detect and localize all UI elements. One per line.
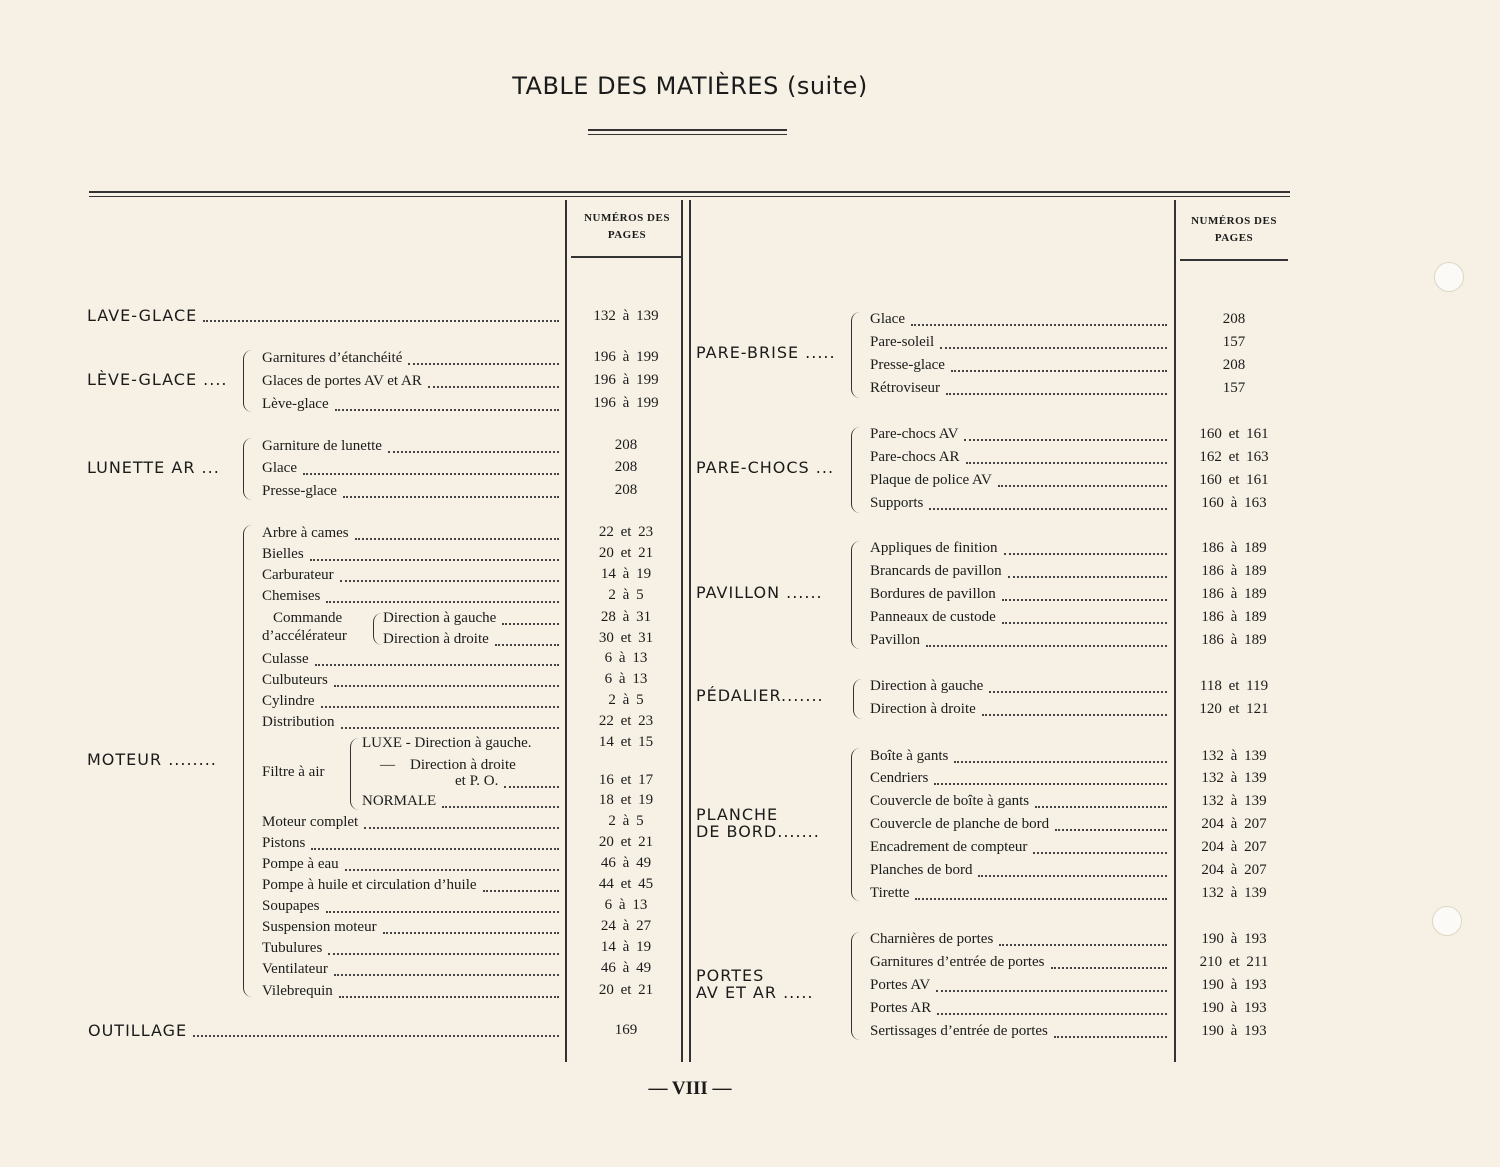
right-page-column-border [1174,200,1176,1062]
toc-entry: Direction à gauche [383,607,561,629]
toc-entry: Pare-chocs AR [870,446,1169,468]
page-ref: 186 à 189 [1201,563,1267,579]
category-moteur: MOTEUR ........ [87,750,217,769]
toc-entry: Rétroviseur [870,377,1169,399]
toc-entry: Garnitures d’étanchéité [262,347,561,369]
page-ref: 20 et 21 [598,834,654,850]
category-pare-chocs: PARE-CHOCS ... [696,458,835,477]
toc-entry: Chemises [262,585,561,607]
toc-entry: Carburateur [262,564,561,586]
toc-entry: Direction à droite [870,698,1169,720]
toc-entry: Ventilateur [262,958,561,980]
toc-entry: Panneaux de custode [870,606,1169,628]
page-ref: 46 à 49 [600,960,652,976]
page-ref: 120 et 121 [1199,701,1269,717]
toc-entry: Pavillon [870,629,1169,651]
page-ref: 132 à 139 [1201,770,1267,786]
category-pare-brise: PARE-BRISE ..... [696,343,836,362]
toc-entry: Direction à droite [383,628,561,650]
page-ref: 208 [614,482,638,498]
toc-entry: Glace [870,308,1169,330]
brace [851,932,860,1040]
page-ref: 20 et 21 [598,545,654,561]
left-header-rule [571,256,681,258]
page-ref: 204 à 207 [1201,816,1267,832]
page-ref: 208 [1222,311,1246,327]
page-ref: 2 à 5 [608,813,644,829]
brace [243,525,252,997]
page-ref: 204 à 207 [1201,862,1267,878]
brace [853,679,862,719]
page-ref: 160 et 161 [1199,472,1269,488]
left-page-column-border [565,200,567,1062]
toc-entry: Presse-glace [262,480,561,502]
toc-entry: Lève-glace [262,393,561,415]
toc-entry: Moteur complet [262,811,561,833]
toc-entry: Tubulures [262,937,561,959]
page-ref: 204 à 207 [1201,839,1267,855]
page-ref: 46 à 49 [600,855,652,871]
category-pavillon: PAVILLON ...... [696,583,823,602]
toc-entry: Couvercle de planche de bord [870,813,1169,835]
toc-entry: Tirette [870,882,1169,904]
category-portes-line2: AV ET AR ..... [696,983,814,1002]
page-ref: 186 à 189 [1201,540,1267,556]
category-planche-de-bord-line2: DE BORD....... [696,822,820,841]
category-leve-glace: LÈVE-GLACE .... [87,370,228,389]
page-ref: 190 à 193 [1201,931,1267,947]
toc-entry: Brancards de pavillon [870,560,1169,582]
page-ref: 24 à 27 [600,918,652,934]
toc-entry: Pare-soleil [870,331,1169,353]
page-ref: 132 à 139 [1201,793,1267,809]
toc-entry: Planches de bord [870,859,1169,881]
page-ref: 160 à 163 [1201,495,1267,511]
toc-entry: Couvercle de boîte à gants [870,790,1169,812]
brace [243,350,252,412]
toc-entry: Portes AR [870,997,1169,1019]
page-ref: 190 à 193 [1201,1023,1267,1039]
left-column-header: NUMÉROS DES PAGES [584,212,670,241]
brace [350,738,359,810]
toc-entry: Pompe à eau [262,853,561,875]
toc-entry: Encadrement de compteur [870,836,1169,858]
page-ref: 14 à 19 [600,939,652,955]
page-ref: 2 à 5 [608,692,644,708]
toc-entry: Garnitures d’entrée de portes [870,951,1169,973]
category-portes: PORTES [696,966,765,985]
page-ref: 132 à 139 [1201,748,1267,764]
toc-entry: Cylindre [262,690,561,712]
toc-entry: Pare-chocs AV [870,423,1169,445]
page-ref: 22 et 23 [598,524,654,540]
toc-entry: Boîte à gants [870,745,1169,767]
page-ref: 160 et 161 [1199,426,1269,442]
page-ref: 157 [1222,380,1246,396]
table-top-rule [89,191,1290,197]
toc-entry: Soupapes [262,895,561,917]
page-number-footer: — VIII — [648,1078,732,1099]
page-ref: 6 à 13 [604,897,648,913]
toc-entry: Bordures de pavillon [870,583,1169,605]
title-underline [588,129,787,135]
toc-entry: Charnières de portes [870,928,1169,950]
page-ref: 208 [614,459,638,475]
page-ref: 196 à 199 [593,395,659,411]
sub-label-commande: Commande [273,610,343,626]
sub-label-accelerateur: d’accélérateur [262,628,347,644]
page-ref: 14 à 19 [600,566,652,582]
toc-entry: Vilebrequin [262,980,561,1002]
page-ref: 28 à 31 [600,609,652,625]
page-ref: 132 à 139 [593,308,659,324]
binder-hole [1432,906,1462,936]
toc-entry: Culbuteurs [262,669,561,691]
page-ref: 157 [1222,334,1246,350]
page-ref: 196 à 199 [593,372,659,388]
sub-label-filtre-a-air: Filtre à air [262,764,325,780]
toc-entry: Distribution [262,711,561,733]
page-ref: 6 à 13 [604,650,648,666]
center-divider [689,200,691,1062]
toc-entry: Direction à gauche [870,675,1169,697]
page-ref: 208 [1222,357,1246,373]
page-ref: 20 et 21 [598,982,654,998]
page-ref: 6 à 13 [604,671,648,687]
brace [851,312,860,398]
toc-entry: Garniture de lunette [262,435,561,457]
toc-entry: Supports [870,492,1169,514]
toc-entry: Sertissages d’entrée de portes [870,1020,1169,1042]
toc-entry: Presse-glace [870,354,1169,376]
toc-entry: Culasse [262,648,561,670]
page-ref: 2 à 5 [608,587,644,603]
page-ref: 208 [614,437,638,453]
page-title: TABLE DES MATIÈRES (suite) [512,72,868,100]
toc-entry: Plaque de police AV [870,469,1169,491]
page-ref: 30 et 31 [598,630,654,646]
toc-entry: Cendriers [870,767,1169,789]
toc-entry: et P. O. [455,770,561,792]
toc-entry: Arbre à cames [262,522,561,544]
page-ref: 132 à 139 [1201,885,1267,901]
page-ref: 190 à 193 [1201,1000,1267,1016]
toc-entry: Portes AV [870,974,1169,996]
page-ref: 186 à 189 [1201,632,1267,648]
brace [373,613,382,645]
page-ref: 196 à 199 [593,349,659,365]
page-ref: 22 et 23 [598,713,654,729]
toc-entry: Bielles [262,543,561,565]
page-ref: 186 à 189 [1201,609,1267,625]
toc-entry: Pistons [262,832,561,854]
page-ref: 14 et 15 [598,734,654,750]
page-ref: 162 et 163 [1199,449,1269,465]
binder-hole [1434,262,1464,292]
toc-entry: Glaces de portes AV et AR [262,370,561,392]
page-ref: 210 et 211 [1199,954,1269,970]
category-lunette-ar: LUNETTE AR ... [87,458,220,477]
brace [851,427,860,513]
toc-entry: NORMALE [362,790,561,812]
toc-entry: Suspension moteur [262,916,561,938]
right-column-header: NUMÉROS DES PAGES [1191,215,1277,244]
toc-entry: Pompe à huile et circulation d’huile [262,874,561,896]
category-pedalier: PÉDALIER....... [696,686,824,705]
right-header-rule [1180,259,1288,261]
page-ref: 118 et 119 [1199,678,1269,694]
filtre-luxe-gauche: LUXE - Direction à gauche. [362,735,532,751]
page-ref: 169 [614,1022,638,1038]
filtre-luxe-droite: — Direction à droite [380,757,516,773]
brace [243,438,252,500]
toc-entry-lave-glace: LAVE-GLACE [87,304,561,326]
toc-entry: Glace [262,457,561,479]
brace [851,748,860,901]
page-ref: 18 et 19 [598,792,654,808]
category-planche-de-bord: PLANCHE [696,805,779,824]
toc-entry-outillage: OUTILLAGE [88,1019,561,1041]
page-ref: 16 et 17 [598,772,654,788]
page-ref: 190 à 193 [1201,977,1267,993]
page-ref: 186 à 189 [1201,586,1267,602]
toc-entry: Appliques de finition [870,537,1169,559]
brace [851,541,860,649]
page-ref: 44 et 45 [598,876,654,892]
